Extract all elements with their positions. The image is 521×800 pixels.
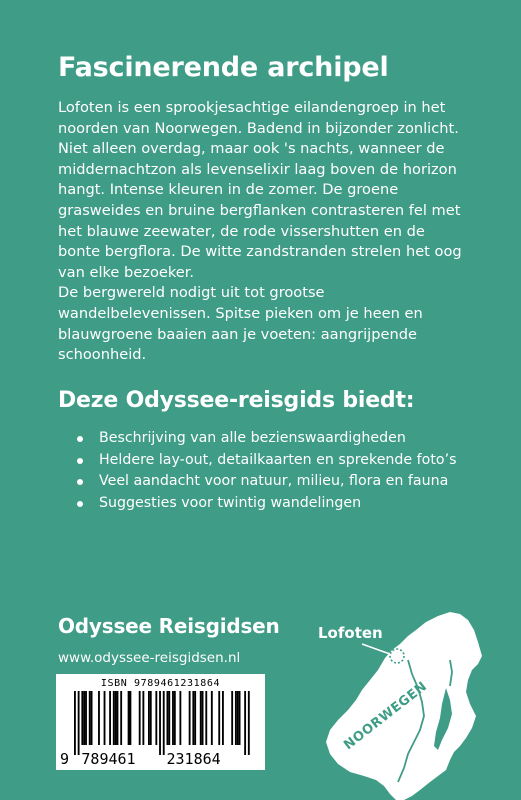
barcode-bar bbox=[120, 691, 122, 745]
list-item: Veel aandacht voor natuur, milieu, flora en fauna bbox=[76, 471, 456, 493]
barcode-bar bbox=[194, 691, 196, 745]
barcode-bar bbox=[159, 691, 161, 755]
pointer-line bbox=[362, 644, 390, 654]
barcode-bar bbox=[168, 691, 170, 745]
barcode-bar bbox=[172, 691, 174, 745]
barcode-bar bbox=[200, 691, 202, 745]
barcode-bar bbox=[211, 691, 213, 745]
barcode-bar bbox=[89, 691, 91, 745]
map-label-lofoten: Lofoten bbox=[318, 624, 383, 642]
barcode-bar bbox=[237, 691, 239, 745]
intro-paragraph-1: Lofoten is een sprookjesachtige eilandengroep in het noorden van Noorwegen. Badend in bijzonder zonlicht. Niet alleen overdag, maar ook 's nachts, wanneer de middernachtzon als levenselixir laag boven de horizon hangt. Intense kleuren in de zomer. De groene grasweides en bruine bergflanken contrasteren fel met het blauwe zeewater, de rode vissershutten en de bonte bergflora. De witte zandstranden strelen het oog van elke bezoeker. bbox=[58, 99, 462, 281]
isbn-barcode bbox=[56, 674, 265, 770]
barcode-digits: 9 bbox=[60, 750, 70, 768]
barcode-bar bbox=[74, 691, 76, 755]
barcode-bar bbox=[113, 691, 115, 745]
barcode-bar bbox=[78, 691, 80, 755]
barcode-bar bbox=[235, 691, 237, 745]
barcode-bar bbox=[98, 691, 100, 745]
barcode-bar bbox=[81, 691, 83, 745]
features-list bbox=[76, 428, 456, 514]
barcode-bar bbox=[85, 691, 87, 745]
barcode-bar bbox=[128, 691, 130, 745]
intro-paragraph-2: De bergwereld nodigt uit tot grootse wandelbelevenissen. Spitse pieken om je heen en blauwgroene baaien aan je voeten: aangrijpende schoonheid. bbox=[58, 284, 423, 364]
features-heading: Deze Odyssee-reisgids biedt: bbox=[58, 388, 415, 413]
barcode-bar bbox=[150, 691, 152, 745]
page-title: Fascinerende archipel bbox=[58, 52, 389, 83]
barcode-bar bbox=[155, 691, 157, 745]
barcode-bar bbox=[231, 691, 233, 745]
barcode-bar bbox=[167, 691, 169, 745]
barcode-bar bbox=[244, 691, 246, 755]
barcode-bar bbox=[148, 691, 150, 745]
barcode-bar bbox=[91, 691, 93, 745]
barcode-bar bbox=[109, 691, 111, 745]
barcode-bar bbox=[239, 691, 241, 745]
intro-text bbox=[58, 98, 468, 366]
barcode-bar bbox=[115, 691, 117, 745]
list-item: Suggesties voor twintig wandelingen bbox=[76, 493, 456, 515]
website-link[interactable]: www.odyssee-reisgidsen.nl bbox=[58, 650, 241, 666]
barcode-bar bbox=[104, 691, 106, 745]
barcode-digits: 789461 bbox=[81, 750, 136, 768]
barcode-bar bbox=[218, 691, 220, 745]
barcode-bar bbox=[130, 691, 132, 745]
barcode-bar bbox=[179, 691, 181, 745]
barcode-bar bbox=[222, 691, 224, 745]
barcode-digits: 231864 bbox=[166, 750, 221, 768]
barcode-bar bbox=[202, 691, 204, 745]
barcode-bar bbox=[248, 691, 250, 755]
barcode-bar bbox=[163, 691, 165, 755]
barcode-bar bbox=[192, 691, 194, 745]
list-item: Heldere lay-out, detailkaarten en sprekende foto’s bbox=[76, 450, 456, 472]
barcode-bar bbox=[117, 691, 119, 745]
isbn-label: ISBN 9789461231864 bbox=[100, 678, 221, 689]
map-label-country: NOORWEGEN bbox=[341, 679, 431, 754]
list-item: Beschrijving van alle bezienswaardigheden bbox=[76, 428, 456, 450]
barcode-bar bbox=[83, 691, 85, 745]
barcode-bar bbox=[142, 691, 144, 745]
barcode-bar bbox=[174, 691, 176, 745]
barcode-bar bbox=[205, 691, 207, 745]
barcode-bar bbox=[189, 691, 191, 745]
publisher-name: Odyssee Reisgidsen bbox=[58, 614, 280, 638]
barcode-bar bbox=[139, 691, 141, 745]
